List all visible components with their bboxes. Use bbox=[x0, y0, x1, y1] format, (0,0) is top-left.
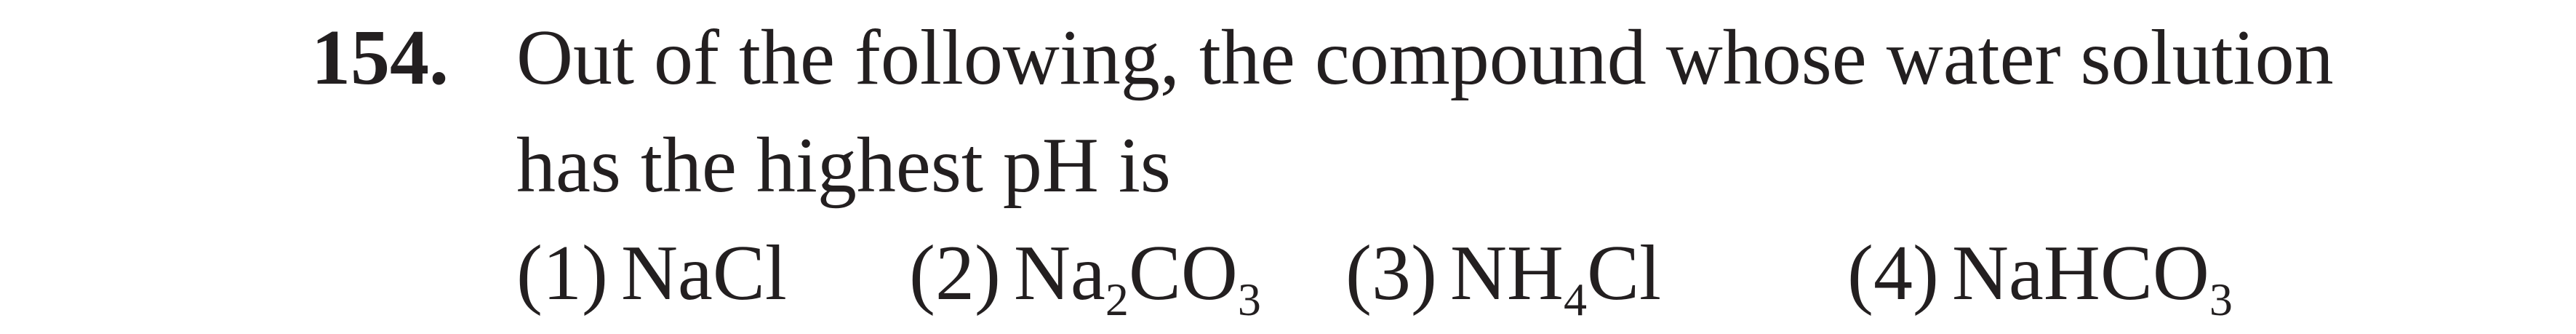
option-formula: $Na_2CO_3$ bbox=[1013, 230, 1261, 325]
option-label: (2) bbox=[909, 230, 1001, 317]
option-3[interactable] bbox=[1345, 223, 1661, 325]
option-label: (4) bbox=[1847, 230, 1939, 317]
option-formula: NaCl bbox=[620, 230, 787, 317]
option-4[interactable] bbox=[1847, 223, 2233, 325]
option-formula: NaHCO$_3$ bbox=[1951, 230, 2233, 325]
option-1[interactable] bbox=[516, 223, 787, 325]
option-label: (1) bbox=[516, 230, 608, 317]
option-label: (3) bbox=[1345, 230, 1437, 317]
question-stem-line-2: has the highest pH is bbox=[516, 122, 1171, 209]
question-number: 154. bbox=[311, 15, 449, 101]
question-stem-line-1: Out of the following, the compound whose water solution bbox=[516, 15, 2334, 101]
option-formula: $NH_4Cl$ bbox=[1449, 230, 1661, 325]
option-2[interactable] bbox=[909, 223, 1261, 325]
answer-options bbox=[0, 223, 2576, 332]
